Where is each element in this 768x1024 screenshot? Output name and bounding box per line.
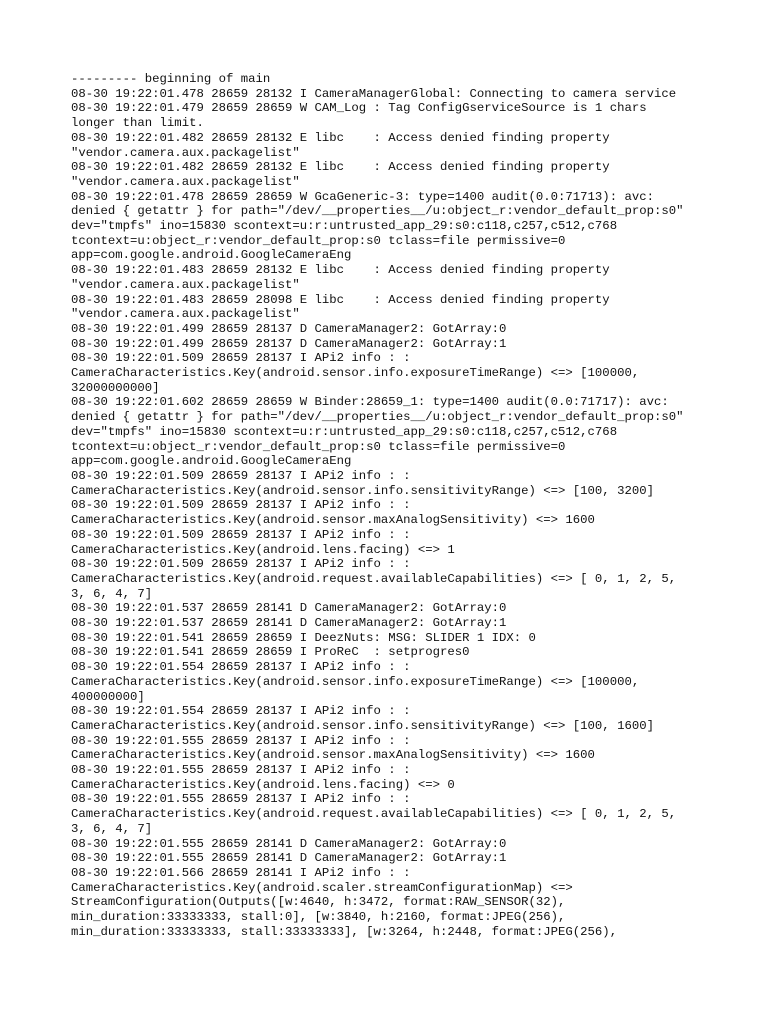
log-line: 08-30 19:22:01.541 28659 28659 I ProReC : setprogres0	[71, 645, 470, 660]
log-line: CameraCharacteristics.Key(android.sensor.info.sensitivityRange) <=> [100, 3200]	[71, 483, 654, 498]
log-line: 08-30 19:22:01.602 28659 28659 W Binder:28659_1: type=1400 audit(0.0:71717): avc:	[71, 395, 669, 410]
log-line: 08-30 19:22:01.509 28659 28137 I APi2 info : :	[71, 527, 411, 542]
log-line: CameraCharacteristics.Key(android.sensor.info.exposureTimeRange) <=> [100000,	[71, 366, 640, 381]
log-line: 08-30 19:22:01.509 28659 28137 I APi2 info : :	[71, 351, 411, 366]
log-line: CameraCharacteristics.Key(android.sensor.maxAnalogSensitivity) <=> 1600	[71, 748, 595, 763]
log-line: 08-30 19:22:01.483 28659 28098 E libc : Access denied finding property	[71, 292, 610, 307]
log-line: app=com.google.android.GoogleCameraEng	[71, 248, 352, 263]
log-line: 08-30 19:22:01.566 28659 28141 I APi2 info : :	[71, 865, 411, 880]
log-line: 08-30 19:22:01.499 28659 28137 D CameraManager2: GotArray:0	[71, 321, 507, 336]
log-line: CameraCharacteristics.Key(android.sensor.maxAnalogSensitivity) <=> 1600	[71, 513, 595, 528]
log-line: "vendor.camera.aux.packagelist"	[71, 145, 300, 160]
log-line: 32000000000]	[71, 380, 160, 395]
log-document	[71, 72, 711, 939]
log-line: 08-30 19:22:01.554 28659 28137 I APi2 info : :	[71, 660, 411, 675]
log-line: 08-30 19:22:01.509 28659 28137 I APi2 info : :	[71, 557, 411, 572]
log-line: 08-30 19:22:01.478 28659 28659 W GcaGeneric-3: type=1400 audit(0.0:71713): avc:	[71, 189, 654, 204]
log-line: CameraCharacteristics.Key(android.sensor.info.exposureTimeRange) <=> [100000,	[71, 674, 640, 689]
log-line: 08-30 19:22:01.509 28659 28137 I APi2 info : :	[71, 468, 411, 483]
log-line: CameraCharacteristics.Key(android.lens.facing) <=> 1	[71, 542, 455, 557]
log-line: dev="tmpfs" ino=15830 scontext=u:r:untrusted_app_29:s0:c118,c257,c512,c768	[71, 424, 618, 439]
log-line: 3, 6, 4, 7]	[71, 586, 153, 601]
log-line: 08-30 19:22:01.483 28659 28132 E libc : Access denied finding property	[71, 263, 610, 278]
log-line: "vendor.camera.aux.packagelist"	[71, 307, 300, 322]
log-line: denied { getattr } for path="/dev/__properties__/u:object_r:vendor_default_prop:s0"	[71, 204, 684, 219]
log-line: "vendor.camera.aux.packagelist"	[71, 277, 300, 292]
log-line: CameraCharacteristics.Key(android.request.availableCapabilities) <=> [ 0, 1, 2, 5,	[71, 807, 677, 822]
log-line: 400000000]	[71, 689, 145, 704]
log-line: CameraCharacteristics.Key(android.sensor.info.sensitivityRange) <=> [100, 1600]	[71, 718, 654, 733]
log-line: 08-30 19:22:01.482 28659 28132 E libc : Access denied finding property	[71, 160, 610, 175]
log-line: dev="tmpfs" ino=15830 scontext=u:r:untrusted_app_29:s0:c118,c257,c512,c768	[71, 219, 618, 234]
log-line: 08-30 19:22:01.555 28659 28137 I APi2 info : :	[71, 733, 411, 748]
log-line: 08-30 19:22:01.479 28659 28659 W CAM_Log : Tag ConfigGserviceSource is 1 chars	[71, 101, 647, 116]
log-text-block	[71, 72, 711, 939]
log-line: "vendor.camera.aux.packagelist"	[71, 174, 300, 189]
log-line: StreamConfiguration(Outputs([w:4640, h:3472, format:RAW_SENSOR(32),	[71, 895, 566, 910]
log-line: 08-30 19:22:01.555 28659 28141 D CameraManager2: GotArray:1	[71, 851, 507, 866]
log-line: 3, 6, 4, 7]	[71, 821, 153, 836]
log-line: 08-30 19:22:01.555 28659 28137 I APi2 info : :	[71, 763, 411, 778]
log-line: tcontext=u:object_r:vendor_default_prop:s0 tclass=file permissive=0	[71, 439, 566, 454]
log-line: CameraCharacteristics.Key(android.lens.facing) <=> 0	[71, 777, 455, 792]
log-line: --------- beginning of main	[71, 72, 271, 86]
log-line: CameraCharacteristics.Key(android.request.availableCapabilities) <=> [ 0, 1, 2, 5,	[71, 571, 677, 586]
log-line: 08-30 19:22:01.541 28659 28659 I DeezNuts: MSG: SLIDER 1 IDX: 0	[71, 630, 536, 645]
log-line: 08-30 19:22:01.555 28659 28137 I APi2 info : :	[71, 792, 411, 807]
log-line: denied { getattr } for path="/dev/__properties__/u:object_r:vendor_default_prop:s0"	[71, 410, 684, 425]
log-line: 08-30 19:22:01.554 28659 28137 I APi2 info : :	[71, 704, 411, 719]
log-line: CameraCharacteristics.Key(android.scaler.streamConfigurationMap) <=>	[71, 880, 573, 895]
log-line: longer than limit.	[71, 116, 204, 131]
log-line: min_duration:33333333, stall:33333333], [w:3264, h:2448, format:JPEG(256),	[71, 924, 618, 939]
log-line: 08-30 19:22:01.499 28659 28137 D CameraManager2: GotArray:1	[71, 336, 507, 351]
log-line: tcontext=u:object_r:vendor_default_prop:s0 tclass=file permissive=0	[71, 233, 566, 248]
log-line: 08-30 19:22:01.478 28659 28132 I CameraManagerGlobal: Connecting to camera service	[71, 86, 677, 101]
log-line: 08-30 19:22:01.537 28659 28141 D CameraManager2: GotArray:1	[71, 616, 507, 631]
log-line: 08-30 19:22:01.482 28659 28132 E libc : Access denied finding property	[71, 130, 610, 145]
log-line: min_duration:33333333, stall:0], [w:3840, h:2160, format:JPEG(256),	[71, 910, 566, 925]
log-line: app=com.google.android.GoogleCameraEng	[71, 454, 352, 469]
log-line: 08-30 19:22:01.509 28659 28137 I APi2 info : :	[71, 498, 411, 513]
log-line: 08-30 19:22:01.555 28659 28141 D CameraManager2: GotArray:0	[71, 836, 507, 851]
log-line: 08-30 19:22:01.537 28659 28141 D CameraManager2: GotArray:0	[71, 601, 507, 616]
